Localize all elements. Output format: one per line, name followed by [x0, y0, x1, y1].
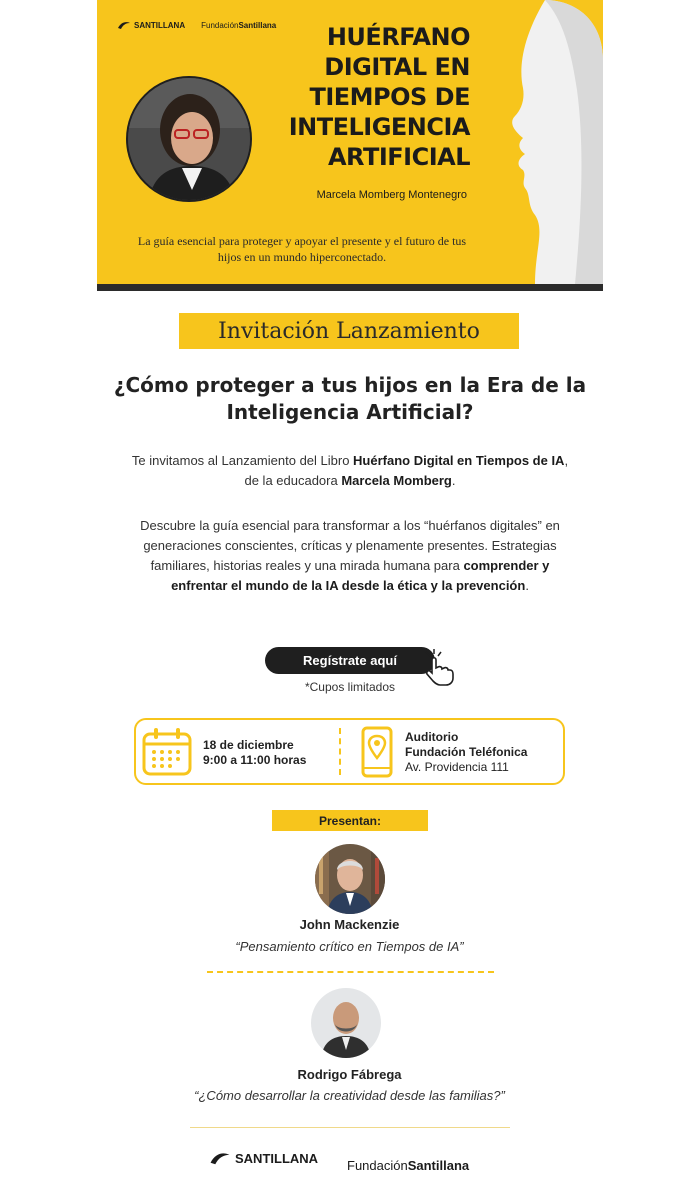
event-date-day: 18 de diciembre [203, 738, 294, 752]
fundacion-name: Santillana [238, 20, 277, 30]
speaker-photo-rodrigo-fabrega [311, 988, 381, 1058]
book-banner [97, 0, 603, 291]
intro-author-name: Marcela Momberg [341, 473, 452, 488]
description-highlight: comprender y enfrentar el mundo de la IA desde la ética y la prevención [171, 558, 550, 593]
footer-divider [190, 1127, 510, 1128]
footer-fundacion-name: Santillana [407, 1158, 470, 1173]
description-text-2: . [525, 578, 529, 593]
speaker-photo-image [311, 988, 381, 1058]
footer-santillana-text: SANTILLANA [235, 1150, 319, 1166]
author-portrait [126, 76, 252, 202]
speaker-photo-image [315, 844, 385, 914]
banner-logos [117, 20, 276, 30]
invitation-question: ¿Cómo proteger a tus hijos en la Era de la Inteligencia Artificial? [113, 373, 587, 424]
register-button[interactable]: Regístrate aquí [265, 647, 435, 674]
book-tagline: La guía esencial para proteger y apoyar el presente y el futuro de tus hijos en un mundo hiperconectado. [137, 234, 467, 264]
invitation-tag: Invitación Lanzamiento [179, 313, 519, 349]
santillana-logo [117, 20, 185, 30]
fundacion-prefix: Fundación [201, 20, 239, 30]
event-venue [405, 730, 527, 775]
santillana-swoosh-icon [117, 20, 131, 30]
intro-text-3: . [451, 473, 456, 488]
book-title: HUÉRFANO DIGITAL EN TIEMPOS DE INTELIGENCIA ARTIFICIAL [288, 23, 470, 171]
intro-text-2: , de la educadora [244, 453, 569, 488]
speaker-name: John Mackenzie [299, 917, 400, 932]
banner-bottom-bar [97, 284, 603, 291]
description-paragraph [130, 516, 570, 596]
book-author: Marcela Momberg Montenegro [316, 189, 467, 201]
description-text-1: Descubre la guía esencial para transformar a los “huérfanos digitales” en generaciones conscientes, críticas y plenamente presentes. Estrategias familiares, historias reales y una mirada humana para [140, 518, 560, 573]
speaker-name: Rodrigo Fábrega [297, 1067, 402, 1082]
speaker-talk-title: “Pensamiento crítico en Tiempos de IA” [235, 939, 464, 954]
santillana-swoosh-icon [209, 1150, 231, 1166]
speaker-talk-title: “¿Cómo desarrollar la creatividad desde las familias?” [194, 1088, 505, 1103]
footer-fundacion-logo [347, 1158, 469, 1173]
event-date [203, 738, 306, 768]
speaker-separator [207, 971, 494, 973]
intro-text-1: Te invitamos al Lanzamiento del Libro [131, 453, 354, 468]
venue-line-2: Fundación Teléfonica [405, 745, 528, 759]
venue-address: Av. Providencia 111 [405, 760, 509, 774]
location-pin-icon [360, 726, 394, 778]
fundacion-santillana-logo [201, 21, 276, 30]
head-silhouette-icon [505, 0, 603, 284]
limited-spots-note: *Cupos limitados [304, 680, 396, 694]
footer-fundacion-prefix: Fundación [347, 1158, 408, 1173]
intro-paragraph [130, 451, 570, 491]
footer-santillana-logo [209, 1150, 318, 1166]
info-divider [339, 728, 341, 775]
author-portrait-image [128, 78, 252, 202]
speaker-photo-john-mackenzie [315, 844, 385, 914]
venue-line-1: Auditorio [405, 730, 459, 744]
calendar-icon [141, 726, 193, 778]
event-date-time: 9:00 a 11:00 horas [203, 753, 307, 767]
presenters-heading: Presentan: [272, 810, 428, 831]
intro-book-name: Huérfano Digital en Tiempos de IA [353, 453, 565, 468]
santillana-logo-text: SANTILLANA [134, 20, 186, 30]
